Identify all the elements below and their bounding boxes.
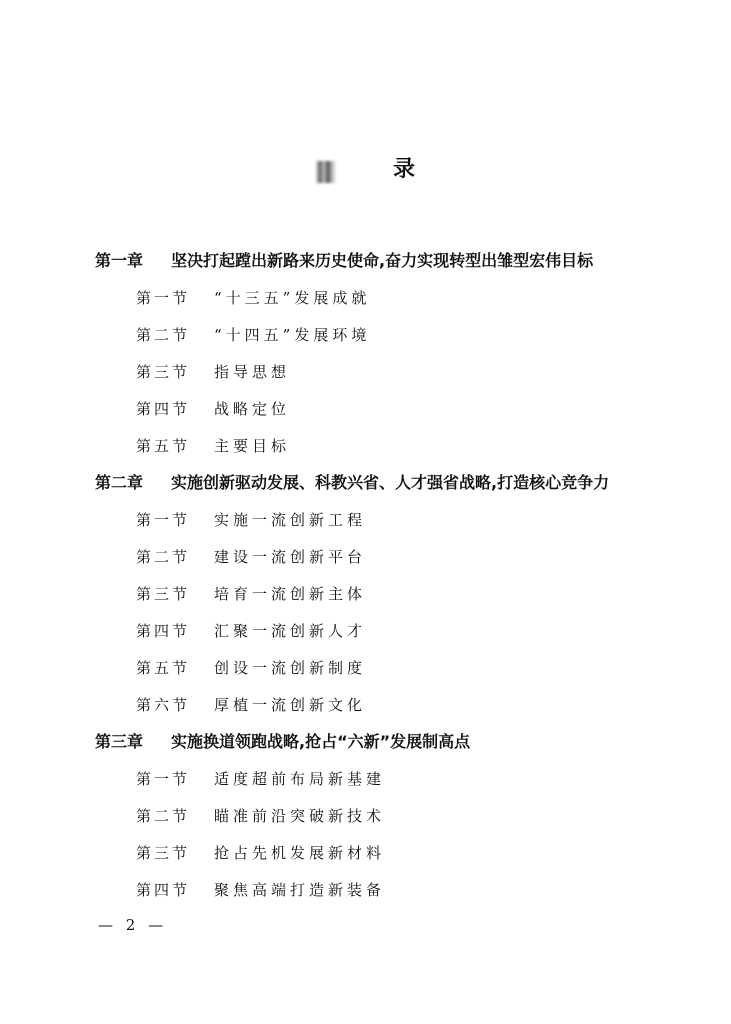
section-number: 第二节 bbox=[136, 807, 191, 825]
section-number: 第三节 bbox=[136, 844, 191, 862]
section-title: 瞄准前沿突破新技术 bbox=[214, 807, 386, 825]
section-entry[interactable] bbox=[136, 287, 370, 309]
section-title: 适度超前布局新基建 bbox=[214, 770, 386, 788]
chapter-heading[interactable] bbox=[95, 472, 609, 494]
chapter-title: 实施换道领跑战略,抢占“六新”发展制高点 bbox=[171, 732, 471, 751]
section-entry[interactable] bbox=[136, 620, 366, 642]
page-number: — 2 — bbox=[98, 916, 168, 934]
section-title: “十四五”发展环境 bbox=[214, 326, 371, 344]
section-entry[interactable] bbox=[136, 657, 366, 679]
section-number: 第三节 bbox=[136, 363, 191, 381]
section-title: 战略定位 bbox=[214, 400, 291, 418]
chapter-number: 第三章 bbox=[95, 732, 144, 751]
section-entry[interactable] bbox=[136, 768, 385, 790]
section-title: 实施一流创新工程 bbox=[214, 511, 367, 529]
section-entry[interactable] bbox=[136, 361, 290, 383]
section-number: 第五节 bbox=[136, 659, 191, 677]
section-title: 主要目标 bbox=[214, 437, 291, 455]
section-number: 第三节 bbox=[136, 585, 191, 603]
section-entry[interactable] bbox=[136, 583, 366, 605]
chapter-heading[interactable] bbox=[95, 731, 470, 753]
section-entry[interactable] bbox=[136, 546, 366, 568]
section-entry[interactable] bbox=[136, 879, 385, 901]
section-entry[interactable] bbox=[136, 694, 366, 716]
chapter-number: 第一章 bbox=[95, 251, 144, 270]
section-title: 创设一流创新制度 bbox=[214, 659, 367, 677]
section-entry[interactable] bbox=[136, 398, 290, 420]
section-number: 第一节 bbox=[136, 511, 191, 529]
chapter-title: 实施创新驱动发展、科教兴省、人才强省战略,打造核心竞争力 bbox=[171, 473, 610, 492]
chapter-heading[interactable] bbox=[95, 250, 593, 272]
chapter-number: 第二章 bbox=[95, 473, 144, 492]
section-number: 第二节 bbox=[136, 326, 191, 344]
section-entry[interactable] bbox=[136, 842, 385, 864]
section-number: 第五节 bbox=[136, 437, 191, 455]
section-number: 第四节 bbox=[136, 400, 191, 418]
section-title: 培育一流创新主体 bbox=[214, 585, 367, 603]
section-number: 第一节 bbox=[136, 289, 191, 307]
title-char: 录 bbox=[393, 157, 416, 182]
section-title: 抢占先机发展新材料 bbox=[214, 844, 386, 862]
section-title: 指导思想 bbox=[214, 363, 291, 381]
section-title: “十三五”发展成就 bbox=[214, 289, 371, 307]
section-number: 第四节 bbox=[136, 881, 191, 899]
section-entry[interactable] bbox=[136, 805, 385, 827]
toc-title bbox=[0, 153, 731, 193]
section-number: 第二节 bbox=[136, 548, 191, 566]
section-number: 第六节 bbox=[136, 696, 191, 714]
section-number: 第一节 bbox=[136, 770, 191, 788]
section-entry[interactable] bbox=[136, 324, 370, 346]
section-number: 第四节 bbox=[136, 622, 191, 640]
section-entry[interactable] bbox=[136, 435, 290, 457]
section-title: 厚植一流创新文化 bbox=[214, 696, 367, 714]
section-entry[interactable] bbox=[136, 509, 366, 531]
chapter-title: 坚决打起蹚出新路来历史使命,奋力实现转型出雏型宏伟目标 bbox=[171, 251, 594, 270]
section-title: 聚焦高端打造新装备 bbox=[214, 881, 386, 899]
section-title: 建设一流创新平台 bbox=[214, 548, 367, 566]
title-smudge-mark bbox=[316, 161, 336, 183]
section-title: 汇聚一流创新人才 bbox=[214, 622, 367, 640]
